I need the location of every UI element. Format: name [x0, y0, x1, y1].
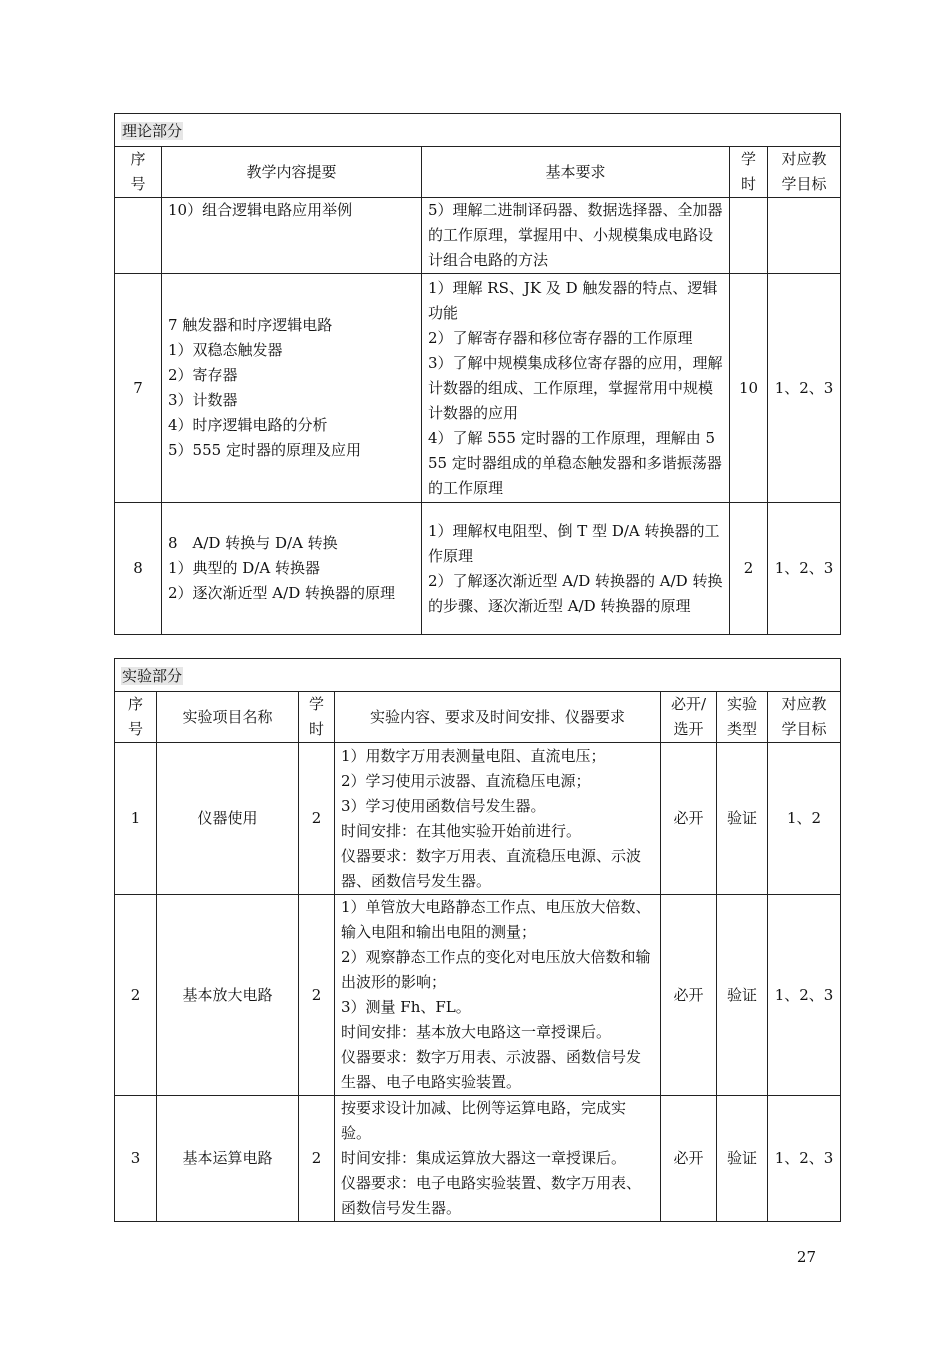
lab-row-name: 基本运算电路: [157, 1096, 299, 1222]
lab-row-no: 3: [115, 1096, 157, 1222]
theory-header-hours: 学 时: [730, 147, 768, 198]
theory-header-content: 教学内容提要: [162, 147, 422, 198]
lab-row-content: 按要求设计加减、比例等运算电路，完成实验。 时间安排：集成运算放大器这一章授课后。 仪器要求：电子电路实验装置、数字万用表、函数信号发生器。: [335, 1096, 661, 1222]
lab-row-hours: 2: [299, 1096, 335, 1222]
lab-row-goal: 1、2: [768, 743, 841, 895]
theory-header-goal: 对应教 学目标: [768, 147, 841, 198]
theory-row-content: 10）组合逻辑电路应用举例: [162, 198, 422, 274]
lab-row-content: 1）单管放大电路静态工作点、电压放大倍数、输入电阻和输出电阻的测量； 2）观察静态工作点的变化对电压放大倍数和输出波形的影响； 3）测量 Fh、FL。 时间安排：基本放大电路这一章授课后。 仪器要求：数字万用表、示波器、函数信号发生器、电子电路实验装置。: [335, 895, 661, 1096]
table-row: [115, 274, 841, 503]
theory-row-hours: 10: [730, 274, 768, 503]
theory-row-goal: 1、2、3: [768, 503, 841, 635]
lab-row-type: 验证: [717, 1096, 768, 1222]
lab-row-name: 仪器使用: [157, 743, 299, 895]
theory-row-no: [115, 198, 162, 274]
page-number: 27: [796, 1248, 816, 1266]
theory-row-requirements: 5）理解二进制译码器、数据选择器、全加器的工作原理，掌握用中、小规模集成电路设计组合电路的方法: [422, 198, 730, 274]
lab-row-content: 1）用数字万用表测量电阻、直流电压； 2）学习使用示波器、直流稳压电源； 3）学习使用函数信号发生器。 时间安排：在其他实验开始前进行。 仪器要求：数字万用表、直流稳压电源、示波器、函数信号发生器。: [335, 743, 661, 895]
theory-row-hours: 2: [730, 503, 768, 635]
theory-row-requirements: 1）理解权电阻型、倒 T 型 D/A 转换器的工作原理 2）了解逐次渐近型 A/D 转换器的 A/D 转换的步骤、逐次渐近型 A/D 转换器的原理: [422, 503, 730, 635]
theory-row-goal: [768, 198, 841, 274]
lab-section-title-cell: [115, 659, 841, 692]
table-row: [115, 1096, 841, 1222]
theory-row-no: 7: [115, 274, 162, 503]
theory-row-goal: 1、2、3: [768, 274, 841, 503]
lab-section-title: 实验部分: [122, 666, 183, 685]
lab-row-no: 2: [115, 895, 157, 1096]
lab-row-required: 必开: [661, 743, 717, 895]
lab-header-required: 必开/ 选开: [661, 692, 717, 743]
lab-header-content: 实验内容、要求及时间安排、仪器要求: [335, 692, 661, 743]
theory-row-requirements: 1）理解 RS、JK 及 D 触发器的特点、逻辑功能 2）了解寄存器和移位寄存器的工作原理 3）了解中规模集成移位寄存器的应用，理解计数器的组成、工作原理，掌握常用中规模计数器的应用 4）了解 555 定时器的工作原理，理解由 555 定时器组成的单稳态触发器和多谐振荡器的工作原理: [422, 274, 730, 503]
lab-header-name: 实验项目名称: [157, 692, 299, 743]
theory-row-no: 8: [115, 503, 162, 635]
lab-header-hours: 学 时: [299, 692, 335, 743]
lab-row-required: 必开: [661, 895, 717, 1096]
lab-header-type: 实验 类型: [717, 692, 768, 743]
theory-table: [114, 113, 841, 635]
lab-row-type: 验证: [717, 743, 768, 895]
theory-row-content: 8 A/D 转换与 D/A 转换 1）典型的 D/A 转换器 2）逐次渐近型 A/D 转换器的原理: [162, 503, 422, 635]
theory-header-requirements: 基本要求: [422, 147, 730, 198]
lab-table: [114, 658, 841, 1222]
lab-row-type: 验证: [717, 895, 768, 1096]
lab-row-no: 1: [115, 743, 157, 895]
lab-row-hours: 2: [299, 895, 335, 1096]
lab-row-goal: 1、2、3: [768, 895, 841, 1096]
theory-row-content: 7 触发器和时序逻辑电路 1）双稳态触发器 2）寄存器 3）计数器 4）时序逻辑电路的分析 5）555 定时器的原理及应用: [162, 274, 422, 503]
lab-header-no: 序 号: [115, 692, 157, 743]
theory-section-title-cell: [115, 114, 841, 147]
lab-header-goal: 对应教 学目标: [768, 692, 841, 743]
theory-row-hours: [730, 198, 768, 274]
lab-row-hours: 2: [299, 743, 335, 895]
table-row: [115, 198, 841, 274]
lab-row-required: 必开: [661, 1096, 717, 1222]
theory-section-title: 理论部分: [122, 121, 183, 140]
theory-header-no: 序 号: [115, 147, 162, 198]
table-row: [115, 895, 841, 1096]
table-row: [115, 503, 841, 635]
lab-row-name: 基本放大电路: [157, 895, 299, 1096]
lab-row-goal: 1、2、3: [768, 1096, 841, 1222]
table-row: [115, 743, 841, 895]
